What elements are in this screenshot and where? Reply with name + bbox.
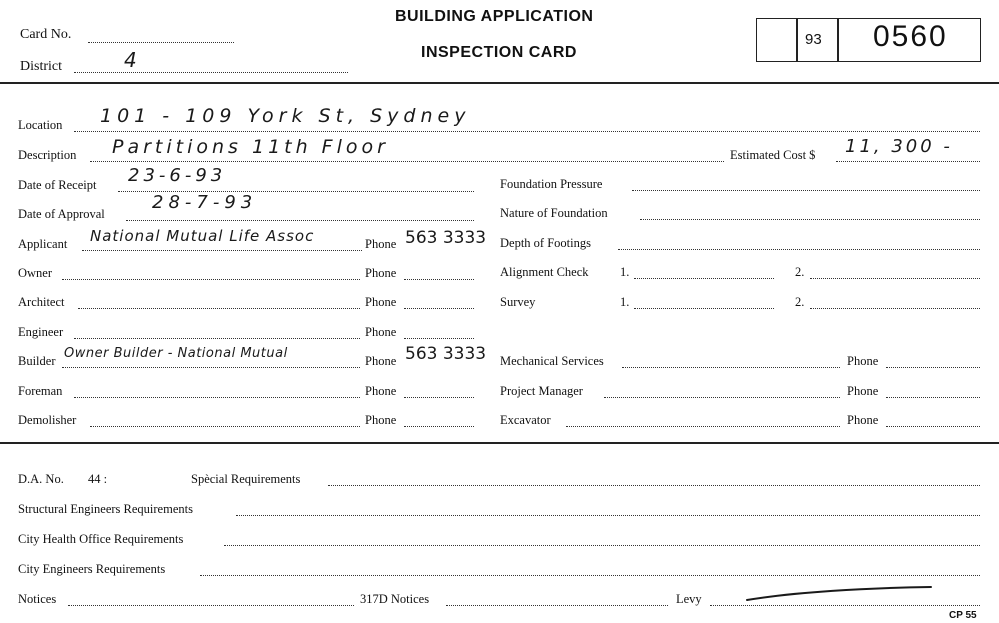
owner-label: Owner [18,266,53,280]
location-label: Location [18,118,63,132]
form-title-line2: INSPECTION CARD [421,44,577,61]
structural-engineers-field[interactable] [236,515,980,516]
builder-phone-label: Phone [365,354,397,368]
owner-phone-label: Phone [365,266,397,280]
city-health-label: City Health Office Requirements [18,532,184,546]
estimated-cost-field[interactable] [836,161,980,162]
applicant-field[interactable] [82,250,362,251]
builder-value: Owner Builder - National Mutual [64,346,288,361]
architect-field[interactable] [78,308,360,309]
location-value: 101 - 109 York St, Sydney [100,105,471,127]
date-of-approval-label: Date of Approval [18,207,105,221]
architect-phone-field[interactable] [404,308,474,309]
engineer-phone-field[interactable] [404,338,474,339]
demolisher-phone-label: Phone [365,413,397,427]
owner-phone-field[interactable] [404,279,474,280]
architect-label: Architect [18,295,65,309]
card-number-box-blank [756,18,798,62]
card-year-code: 93 [805,31,822,48]
alignment-check-field-1[interactable] [634,278,774,279]
description-label: Description [18,148,77,162]
applicant-phone-label: Phone [365,237,397,251]
card-number: 0560 [873,20,948,53]
architect-phone-label: Phone [365,295,397,309]
district-label: District [20,59,62,74]
builder-phone-value: 563 3333 [405,344,487,364]
depth-of-footings-label: Depth of Footings [500,236,591,250]
description-value: Partitions 11th Floor [112,136,389,158]
foundation-pressure-field[interactable] [632,190,980,191]
form-code: CP 55 [949,610,977,621]
date-of-approval-field[interactable] [126,220,474,221]
foundation-pressure-label: Foundation Pressure [500,177,603,191]
builder-label: Builder [18,354,56,368]
date-of-approval-value: 28-7-93 [152,192,258,213]
excavator-phone-label: Phone [847,413,879,427]
alignment-check-field-2[interactable] [810,278,980,279]
description-field[interactable] [90,161,724,162]
header-divider [0,82,999,84]
project-manager-field[interactable] [604,397,840,398]
card-no-field[interactable] [88,42,234,43]
builder-field[interactable] [62,367,360,368]
demolisher-phone-field[interactable] [404,426,474,427]
survey-label: Survey [500,295,536,309]
da-no-label: D.A. No. [18,472,64,486]
excavator-phone-field[interactable] [886,426,980,427]
alignment-check-num2: 2. [795,265,805,279]
applicant-phone-value: 563 3333 [405,228,487,248]
foreman-phone-field[interactable] [404,397,474,398]
depth-of-footings-field[interactable] [618,249,980,250]
engineer-field[interactable] [74,338,360,339]
date-of-receipt-label: Date of Receipt [18,178,97,192]
city-engineers-field[interactable] [200,575,980,576]
location-field[interactable] [74,131,980,132]
city-health-field[interactable] [224,545,980,546]
notices-label: Notices [18,592,57,606]
mechanical-services-label: Mechanical Services [500,354,604,368]
district-field[interactable] [74,72,348,73]
demolisher-field[interactable] [90,426,360,427]
structural-engineers-label: Structural Engineers Requirements [18,502,193,516]
alignment-check-label: Alignment Check [500,265,589,279]
notices-field[interactable] [68,605,354,606]
levy-pen-stroke [745,582,935,606]
estimated-cost-value: 11, 300 - [845,136,953,157]
survey-field-1[interactable] [634,308,774,309]
section-divider [0,442,999,444]
mechanical-services-phone-label: Phone [847,354,879,368]
owner-field[interactable] [62,279,360,280]
notices-317d-label: 317D Notices [360,592,430,606]
card-no-label: Card No. [20,27,72,42]
foreman-label: Foreman [18,384,63,398]
excavator-label: Excavator [500,413,551,427]
engineer-phone-label: Phone [365,325,397,339]
da-no-value: 44 : [88,472,108,486]
survey-num2: 2. [795,295,805,309]
project-manager-phone-field[interactable] [886,397,980,398]
nature-of-foundation-field[interactable] [640,219,980,220]
survey-num1: 1. [620,295,630,309]
date-of-receipt-value: 23-6-93 [128,165,227,186]
survey-field-2[interactable] [810,308,980,309]
levy-label: Levy [676,592,702,606]
applicant-label: Applicant [18,237,68,251]
form-title-line1: BUILDING APPLICATION [395,8,594,25]
excavator-field[interactable] [566,426,840,427]
mechanical-services-field[interactable] [622,367,840,368]
notices-317d-field[interactable] [446,605,668,606]
demolisher-label: Demolisher [18,413,77,427]
special-requirements-field[interactable] [328,485,980,486]
engineer-label: Engineer [18,325,64,339]
foreman-phone-label: Phone [365,384,397,398]
foreman-field[interactable] [74,397,360,398]
project-manager-label: Project Manager [500,384,583,398]
mechanical-services-phone-field[interactable] [886,367,980,368]
nature-of-foundation-label: Nature of Foundation [500,206,608,220]
special-requirements-label: Spècial Requirements [191,472,301,486]
district-value: 4 [124,48,139,72]
project-manager-phone-label: Phone [847,384,879,398]
estimated-cost-label: Estimated Cost $ [730,148,816,162]
alignment-check-num1: 1. [620,265,630,279]
city-engineers-label: City Engineers Requirements [18,562,166,576]
applicant-value: National Mutual Life Assoc [90,227,315,245]
